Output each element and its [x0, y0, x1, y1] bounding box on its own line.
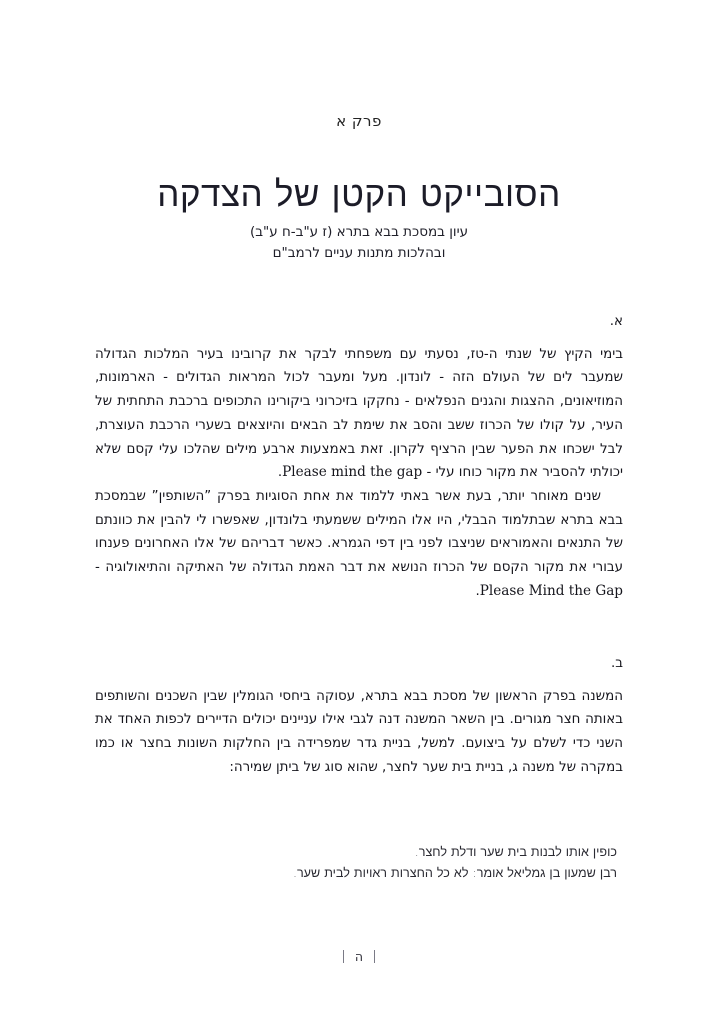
- chapter-label: פרק א: [336, 112, 382, 130]
- document-subtitle: [0, 222, 718, 264]
- section-bet: [95, 652, 623, 780]
- section-marker-alef: א.: [609, 314, 623, 329]
- section-alef: [95, 310, 623, 603]
- mishnah-quotation: [135, 841, 617, 883]
- folio-rule-right: [343, 950, 344, 963]
- latin-phrase: Please Mind the Gap: [479, 582, 623, 599]
- paragraph: בימי הקיץ של שנתי ה-טז, נסעתי עם משפחתי לבקר את קרובינו בעיר המלכות הגדולה שמעבר לים של העולם הזה - לונדון. מעל ומעבר לכול המראות הגדולים - הארמונות, המוזיאונים, ההצגות והגנים הנפלאים - נחקקו בזיכרוני ביקורינו התכופים ברכבת התחתית של העיר, על קולו של הכרוז ששב והסב את שימת לב הבאים והיוצאים בשערי הרכבת העוצרת, לבל ישכחו את הפער שבין הרציף לקרון. זאת באמצעות ארבע מילים שהלכו עלי קסם שלא יכולתי להסביר את מקור כוחו עלי - Please mind the gap.: [95, 346, 623, 481]
- page-footer: [0, 949, 718, 964]
- paragraph: המשנה בפרק הראשון של מסכת בבא בתרא, עסוקה ביחסי הגומלין שבין השכנים והשותפים באותה חצר מגורים. בין השאר המשנה דנה לגבי אילו עניינים יכולים הדיירים לכפות האחד את השני כדי לשלם על ביצועם. למשל, בניית גדר שמפרידה בין החלקות השונות בחצר או כמו במקרה של משנה ג, בניית בית שער לחצר, שהוא סוג של ביתן שמירה:: [95, 688, 623, 775]
- paragraph: שנים מאוחר יותר, בעת אשר באתי ללמוד את אחת הסוגיות בפרק ”השותפין” שבמסכת בבא בתרא שבתלמוד הבבלי, היו אלו המילים ששמעתי בלונדון, שאפשרו לי להבין את כוונתם של התנאים והאמוראים שניצבו לפני בין דפי הגמרא. כאשר דבריהם של אלו האחרונים פענחו עבורי את מקור הקסם של הכרוז הנושא את דבר האמת הגדולה של האתיקה והתיאולוגיה - Please Mind the Gap.: [95, 488, 623, 599]
- folio-rule-left: [374, 950, 375, 963]
- quote-line: כופין אותו לבנות בית שער ודלת לחצר.: [414, 843, 617, 859]
- subtitle-line-2: ובהלכות מתנות עניים לרמב"ם: [272, 245, 446, 261]
- quote-line: רבן שמעון בן גמליאל אומר: לא כל החצרות ראויות לבית שער.: [292, 864, 617, 880]
- latin-phrase: Please mind the gap: [282, 464, 423, 481]
- page-title: הסובייקט הקטן של הצדקה: [157, 175, 561, 216]
- page-number: ה: [354, 949, 364, 964]
- section-marker-bet: ב.: [611, 656, 623, 671]
- subtitle-line-1: עיון במסכת בבא בתרא (ז ע"ב-ח ע"ב): [249, 224, 469, 240]
